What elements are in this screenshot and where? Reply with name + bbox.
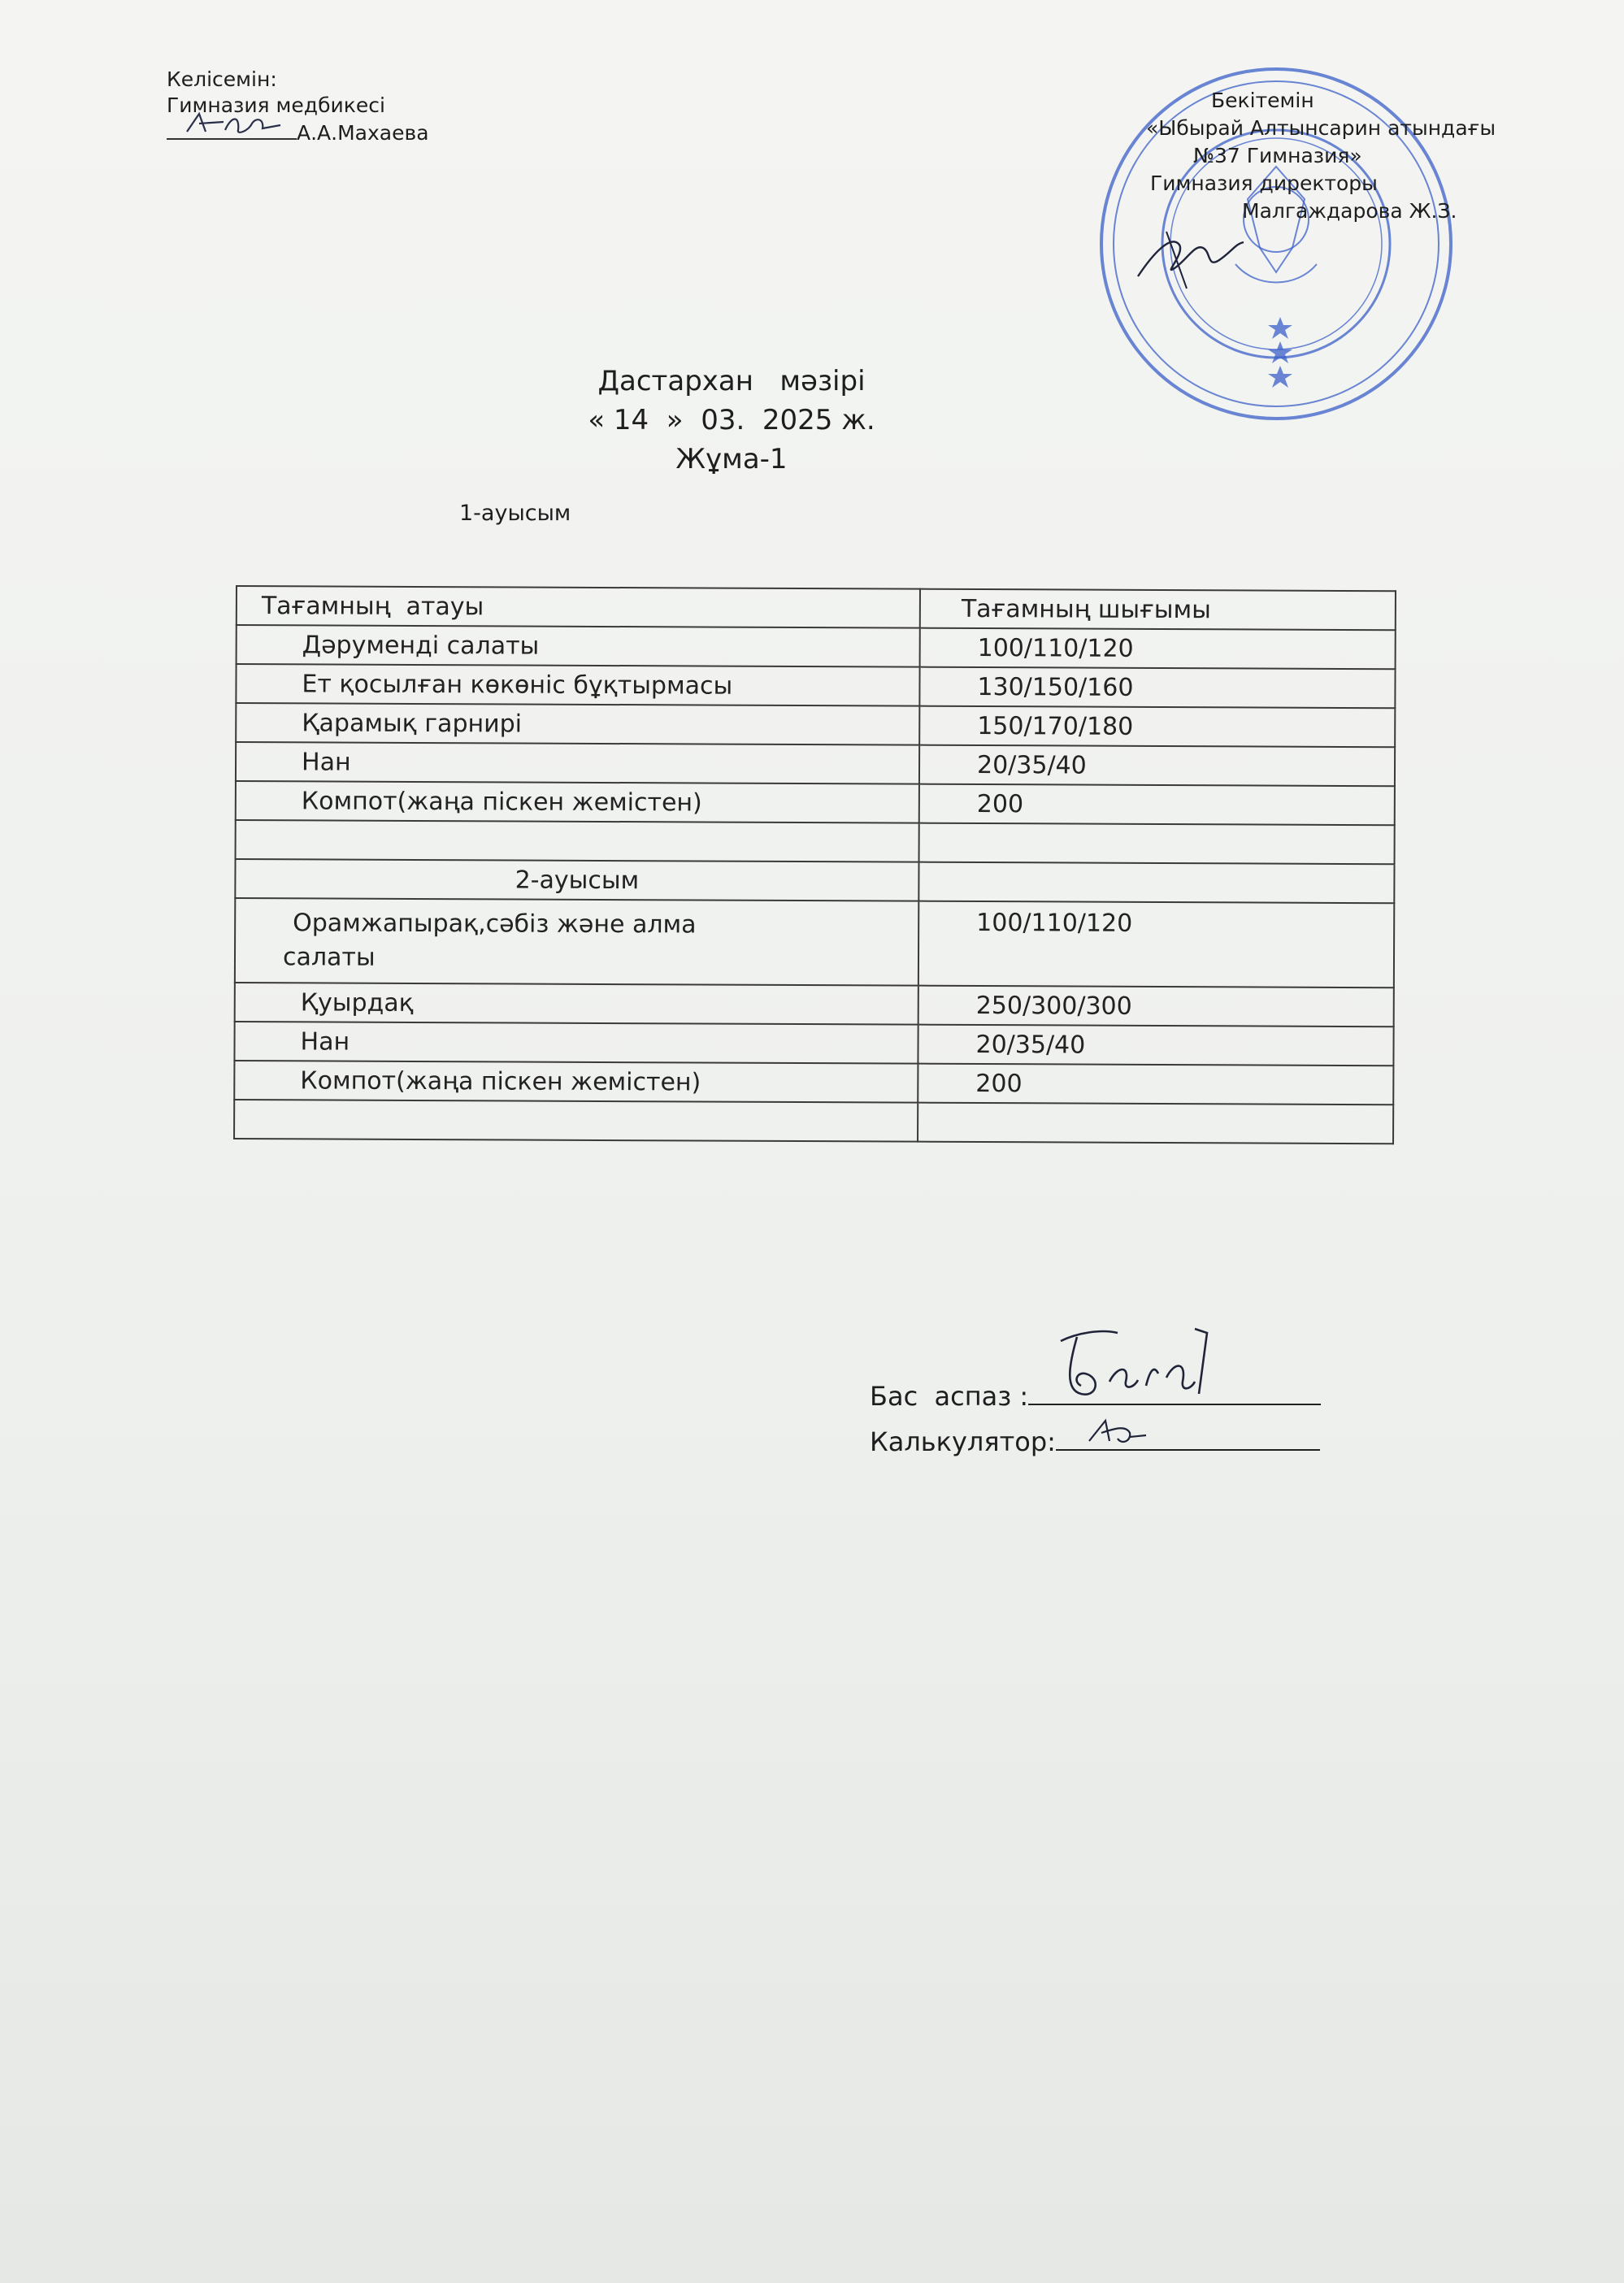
agreement-position: Гимназия медбикесі (167, 93, 385, 117)
calculator-signature (1081, 1413, 1154, 1453)
dish-name: Компот(жаңа піскен жемістен) (236, 781, 919, 823)
approval-org-line1: «Ыбырай Алтынсарин атындағы (1146, 116, 1496, 140)
dish-name: Нан (234, 1022, 918, 1064)
column-header-name: Тағамның атауы (237, 586, 920, 628)
approval-position: Гимназия директоры (1150, 171, 1378, 195)
table-row (235, 983, 1394, 1026)
table-header-row (237, 586, 1396, 630)
dish-name (235, 898, 918, 986)
agreement-label: Келісемін: (167, 67, 277, 91)
dish-name: Ет қосылған көкөніс бұқтырмасы (236, 664, 919, 706)
table-row (236, 703, 1395, 747)
dish-yield: 200 (918, 1064, 1393, 1105)
table-row (234, 1022, 1393, 1066)
dish-yield: 100/110/120 (920, 628, 1396, 670)
approval-block (1146, 88, 1496, 226)
chef-signature (1044, 1317, 1223, 1414)
approval-name: Малгаждарова Ж.З. (1242, 199, 1457, 223)
dish-name: Нан (236, 742, 919, 784)
menu-table (233, 585, 1396, 1144)
director-signature (1130, 219, 1252, 293)
table-row-empty (234, 1100, 1393, 1144)
shift2-header-row (235, 859, 1394, 903)
menu-title: Дастархан мәзірі (597, 365, 866, 397)
dish-name: Қарамық гарнирі (236, 703, 919, 745)
signature-block (870, 1374, 1321, 1465)
dish-yield: 130/150/160 (919, 667, 1395, 709)
dish-yield: 100/110/120 (918, 901, 1394, 988)
dish-name-line1: Орамжапырақ,сәбіз және алма (293, 909, 697, 940)
agreement-signature-line (167, 119, 429, 145)
menu-date: « 14 » 03. 2025 ж. (588, 404, 875, 436)
menu-title-block (504, 362, 959, 479)
column-header-yield: Тағамның шығымы (920, 589, 1396, 631)
calculator-signature-row (870, 1419, 1321, 1465)
table-row (237, 625, 1396, 669)
table-row (236, 781, 1395, 825)
table-row (234, 1061, 1393, 1105)
dish-name: Компот(жаңа піскен жемістен) (234, 1061, 918, 1103)
approval-org-line2: №37 Гимназия» (1193, 144, 1362, 167)
dish-name: Қуырдақ (235, 983, 918, 1025)
shift1-label: 1-ауысым (459, 501, 571, 526)
table-row (235, 898, 1394, 987)
shift2-label: 2-ауысым (235, 859, 918, 901)
dish-yield: 20/35/40 (919, 745, 1395, 787)
dish-yield: 150/170/180 (919, 706, 1395, 748)
chef-label: Бас аспаз : (870, 1381, 1029, 1412)
dish-yield: 20/35/40 (918, 1025, 1393, 1066)
agreement-block (167, 67, 429, 145)
dish-yield: 250/300/300 (918, 986, 1394, 1027)
dish-name-line2: салаты (282, 943, 376, 972)
menu-day: Жұма-1 (675, 443, 788, 475)
dish-yield: 200 (919, 784, 1395, 826)
calculator-label: Калькулятор: (870, 1426, 1056, 1457)
dish-name: Дәруменді салаты (237, 625, 920, 667)
table-row (236, 664, 1395, 708)
approval-label: Бекітемін (1211, 89, 1314, 112)
agreement-name: А.А.Махаева (297, 121, 429, 145)
table-row-empty (236, 820, 1395, 864)
nurse-signature (167, 119, 297, 140)
table-row (236, 742, 1395, 786)
